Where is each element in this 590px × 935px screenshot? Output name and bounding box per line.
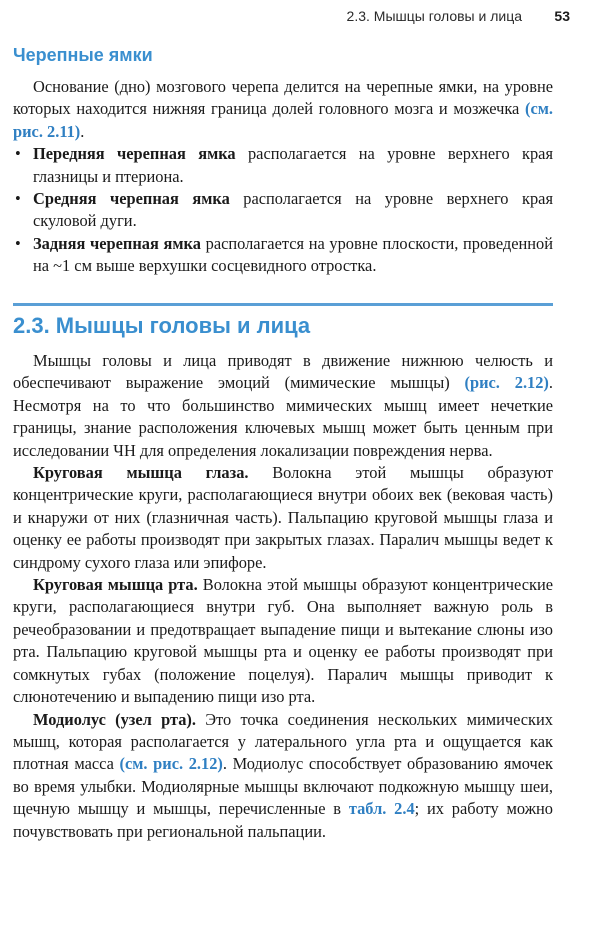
paragraph-text: Это точка соединения нескольких мимических мышц, которая располагается у латерального угла рта и ощущается как плотная масса <box>13 709 553 774</box>
paragraph-text: . Модиолус способствует образованию ямочек во время улыбки. Модиолярные мышцы включают подкожную мышцу шеи, щечную мышцу и мышцы, перечисленные в <box>13 754 554 819</box>
list-item-term: Средняя черепная ямка <box>33 189 230 209</box>
list-item-term: Передняя черепная ямка <box>33 144 236 164</box>
figure-reference-2-12[interactable]: (рис. 2.12) <box>464 373 549 393</box>
fossae-block <box>13 76 553 278</box>
section-divider <box>13 303 553 306</box>
paragraph-text: Мышцы головы и лица приводят в движение нижнюю челюсть и обеспечивают выражение эмоций (мимические мышцы) <box>13 351 553 393</box>
paragraph-modiolus <box>13 709 553 843</box>
list-item-text: располагается на уровне верхнего края глазницы и птериона. <box>33 144 553 186</box>
figure-reference-2-11[interactable]: (см. рис. 2.11) <box>13 99 553 141</box>
list-item <box>13 143 553 188</box>
section-body <box>13 350 553 843</box>
table-reference-2-4[interactable]: табл. 2.4 <box>348 799 415 819</box>
running-header-title: 2.3. Мышцы головы и лица <box>346 8 522 24</box>
list-item-term: Задняя черепная ямка <box>33 233 201 253</box>
paragraph-term: Модиолус (узел рта). <box>33 709 196 729</box>
fossae-intro-end: . <box>80 121 85 141</box>
paragraph-intro <box>13 350 553 462</box>
paragraph-term: Круговая мышца глаза. <box>33 463 249 483</box>
paragraph-orbicularis-oculi <box>13 462 553 574</box>
paragraph-orbicularis-oris <box>13 574 553 708</box>
fossae-intro-text: Основание (дно) мозгового черепа делится на черепные ямки, на уровне которых находится нижняя граница долей головного мозга и мозжечка <box>13 77 553 119</box>
page-number: 53 <box>554 8 570 24</box>
paragraph-term: Круговая мышца рта. <box>33 575 198 595</box>
fossae-heading: Черепные ямки <box>13 45 153 65</box>
list-item-text: располагается на уровне плоскости, проведенной на ~1 см выше верхушки сосцевидного отростка. <box>33 233 553 276</box>
list-item <box>13 233 553 278</box>
paragraph-text: Волокна этой мышцы образуют концентрические круги, располагающиеся внутри обоих век (вековая часть) и кнаружи от них (глазничная часть). Пальпацию круговой мышцы глаза и оценку ее работы производят при закрытых глазах. Паралич мышцы ведет к синдрому сухого глаза или эпифоре. <box>13 463 554 572</box>
list-item-text: располагается на уровне верхнего края скуловой дуги. <box>33 189 553 231</box>
figure-reference-2-12[interactable]: (см. рис. 2.12) <box>119 754 223 774</box>
paragraph-text: Волокна этой мышцы образуют концентрические круги, располагающиеся внутри губ. Она выполняет важную роль в речеобразовании и предотвращает выпадение пищи и вытекание слюны изо рта. Пальпацию круговой мышцы рта и оценку ее работы производят при сомкнутых губах (положение поцелуя). Паралич мышцы приводит к слюнотечению и выпадению пищи изо рта. <box>13 575 553 707</box>
bullet-icon: • <box>15 233 21 253</box>
fossae-intro <box>13 76 553 143</box>
bullet-icon: • <box>15 144 21 164</box>
fossae-list <box>13 143 553 277</box>
section-heading: 2.3. Мышцы головы и лица <box>13 313 311 338</box>
bullet-icon: • <box>15 189 21 209</box>
paragraph-text: . Несмотря на то что большинство мимических мышц имеет нечеткие границы, знание расположения ключевых мышц может быть ценным при исследовании ЧН для определения локализации повреждения нерва. <box>13 373 553 460</box>
list-item <box>13 188 553 233</box>
paragraph-text: ; их работу можно почувствовать при региональной пальпации. <box>13 799 553 841</box>
running-header <box>0 0 590 32</box>
